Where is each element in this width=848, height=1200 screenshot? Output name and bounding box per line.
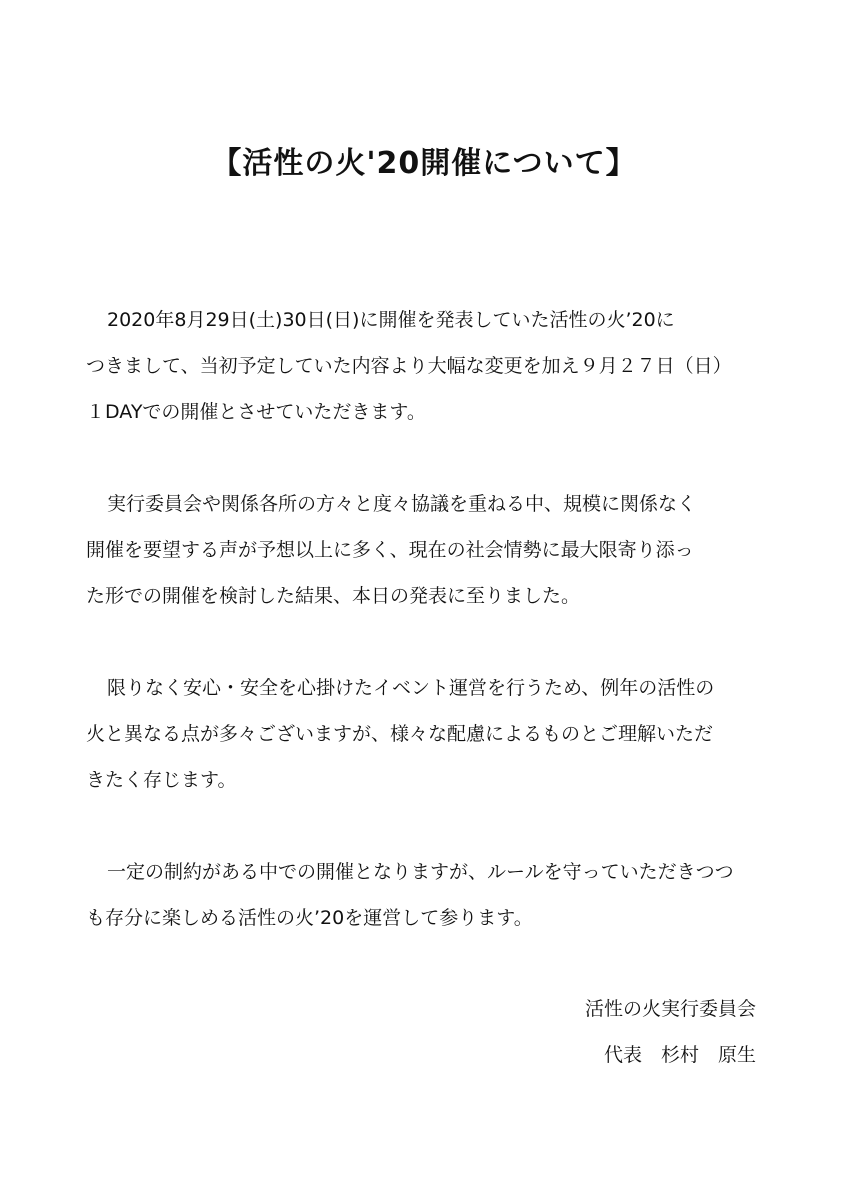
document-body [86,297,776,987]
paragraph-line: 実行委員会や関係各所の方々と度々協議を重ねる中、規模に関係なく [107,493,697,515]
signature-representative: 代表 杉村 原生 [603,1044,756,1066]
paragraph-line: も存分に楽しめる活性の火’20を運営して参ります。 [86,907,533,929]
paragraph-safety [86,665,776,803]
paragraph-background [86,481,776,619]
paragraph-line: きたく存じます。 [86,769,237,791]
paragraph-line: 一定の制約がある中での開催となりますが、ルールを守っていただきつつ [107,861,734,883]
paragraph-closing [86,849,776,941]
paragraph-line: た形での開催を検討した結果、本日の発表に至りました。 [86,585,581,607]
paragraph-line: 2020年8月29日(土)30日(日)に開催を発表していた活性の火’20に [107,309,675,331]
paragraph-line: つきまして、当初予定していた内容より大幅な変更を加え９月２７日（日） [86,355,732,377]
paragraph-line: 限りなく安心・安全を心掛けたイベント運営を行うため、例年の活性の [107,677,715,699]
signature-organization: 活性の火実行委員会 [584,998,756,1020]
paragraph-line: １DAYでの開催とさせていただきます。 [86,401,426,423]
signature-block [585,986,756,1078]
paragraph-line: 開催を要望する声が予想以上に多く、現在の社会情勢に最大限寄り添っ [86,539,694,561]
paragraph-line: 火と異なる点が多々ございますが、様々な配慮によるものとご理解いただ [86,723,714,745]
document-title: 【活性の火'20開催について】 [211,146,637,181]
paragraph-announcement [86,297,776,435]
